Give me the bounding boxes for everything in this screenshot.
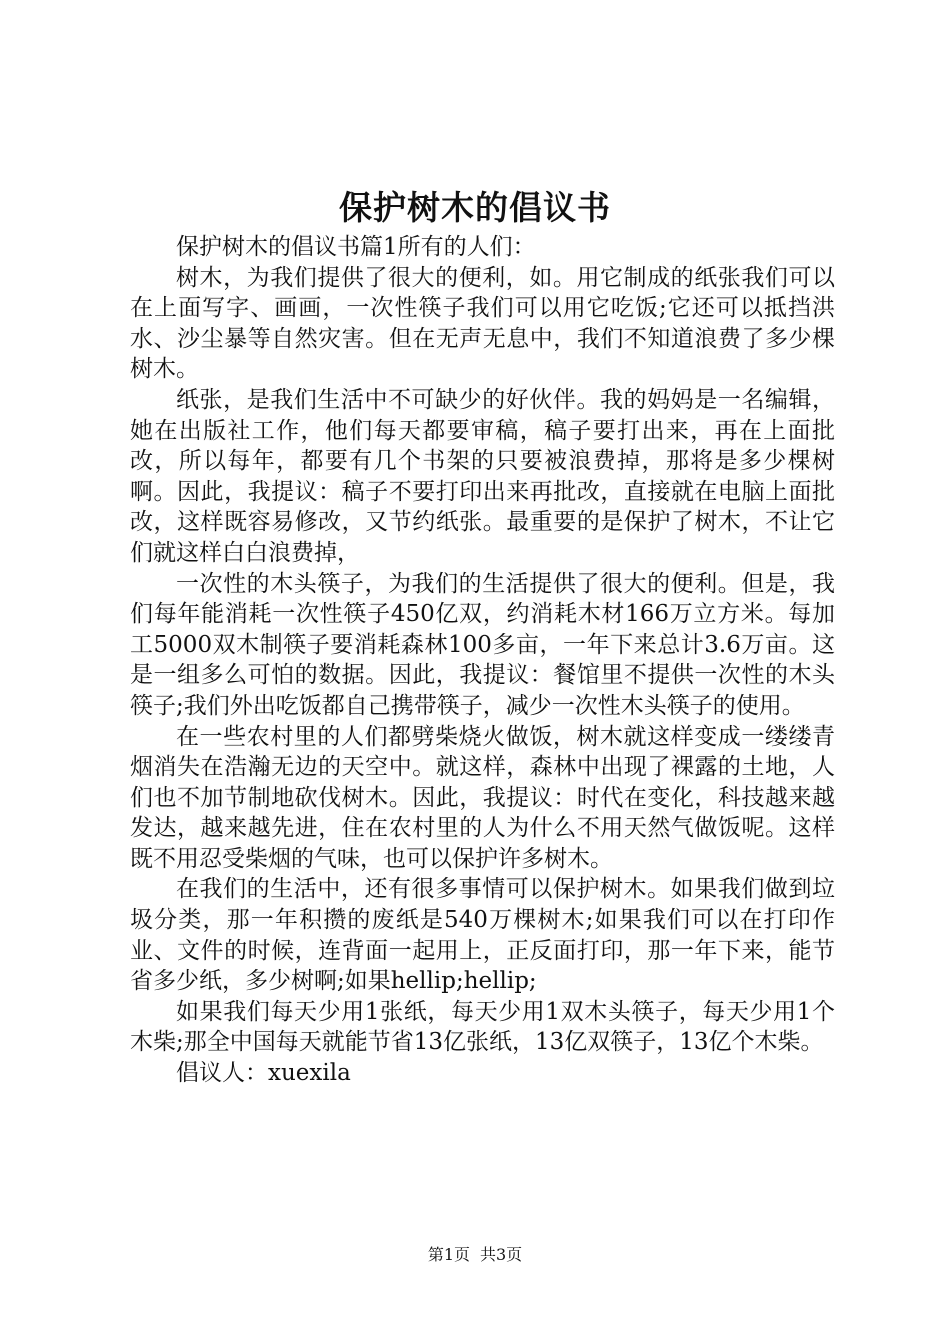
page-total: 共3页 (480, 1245, 523, 1264)
paragraph-paper: 纸张，是我们生活中不可缺少的好伙伴。我的妈妈是一名编辑，她在出版社工作，他们每天都要审稿，稿子要打出来，再在上面批改，所以每年，都要有几个书架的只要被浪费掉，那将是多少棵树啊。因此，我提议：稿子不要打印出来再批改，直接就在电脑上面批改，这样既容易修改，又节约纸张。最重要的是保护了树木，不让它们就这样白白浪费掉， (130, 386, 835, 566)
document-body (130, 232, 835, 1089)
paragraph-recycling: 在我们的生活中，还有很多事情可以保护树木。如果我们做到垃圾分类，那一年积攒的废纸是540万棵树木;如果我们可以在打印作业、文件的时候，连背面一起用上，正反面打印，那一年下来，能节省多少纸，多少树啊;如果hellip;hellip; (130, 876, 835, 995)
paragraph-signature: 倡议人：xuexila (176, 1060, 351, 1087)
paragraph-firewood: 在一些农村里的人们都劈柴烧火做饭，树木就这样变成一缕缕青烟消失在浩瀚无边的天空中。就这样，森林中出现了裸露的土地，人们也不加节制地砍伐树木。因此，我提议：时代在变化，科技越来越发达，越来越先进，住在农村里的人为什么不用天然气做饭呢。这样既不用忍受柴烟的气味，也可以保护许多树木。 (130, 723, 835, 872)
document-title: 保护树木的倡议书 (339, 188, 611, 227)
paragraph-savings: 如果我们每天少用1张纸，每天少用1双木头筷子，每天少用1个木柴;那全中国每天就能节省13亿张纸，13亿双筷子，13亿个木柴。 (130, 998, 835, 1056)
page-footer (0, 1244, 950, 1266)
paragraph-chopsticks: 一次性的木头筷子，为我们的生活提供了很大的便利。但是，我们每年能消耗一次性筷子450亿双，约消耗木材166万立方米。每加工5000双木制筷子要消耗森林100多亩，一年下来总计3.6万亩。这是一组多么可怕的数据。因此，我提议：餐馆里不提供一次性的木头筷子;我们外出吃饭都自己携带筷子，减少一次性木头筷子的使用。 (130, 570, 835, 719)
page-number: 第1页 (427, 1245, 470, 1264)
paragraph-intro: 保护树木的倡议书篇1所有的人们： (176, 234, 536, 260)
paragraph-trees: 树木，为我们提供了很大的便利，如。用它制成的纸张我们可以在上面写字、画画，一次性筷子我们可以用它吃饭;它还可以抵挡洪水、沙尘暴等自然灾害。但在无声无息中，我们不知道浪费了多少棵树木。 (130, 264, 835, 383)
